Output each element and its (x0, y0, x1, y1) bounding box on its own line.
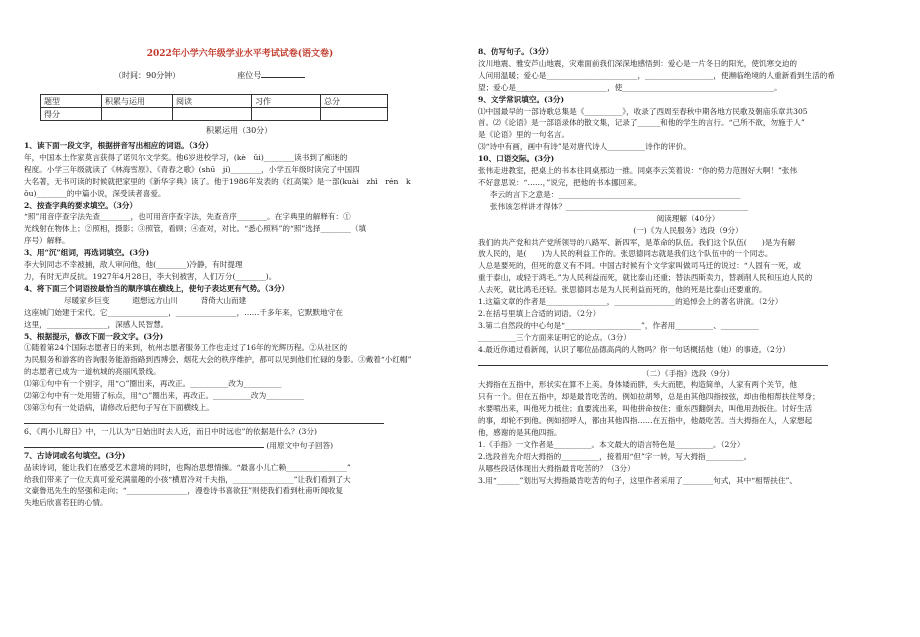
text-line: 望；爱心是________________________，使________________________________________。 (478, 82, 782, 92)
text-line: 首。⑵《论语》是一部语录体的散文集，记录了______和他的学生的言行。“己所不欲，勿施于人” (478, 118, 805, 128)
text-line: 不好意思说：“……，”说完，把他的书本挪回来。 (478, 177, 642, 187)
text-line: ǒu)________的中篇小说，深受读者喜爱。 (24, 188, 166, 198)
text-line: 失地后欣喜若狂的心情。 (24, 498, 108, 508)
text-line: ⑴第①句中有一个别字，用“○”圈出来，再改正。__________改为__________ (24, 379, 282, 389)
text-line: 序号）解释。 (24, 236, 70, 246)
score-header-cell: 习作 (252, 95, 321, 108)
text-line: 2.选段首先介绍大拇指的__________，接着用“但”字一转，写大拇指__________。 (478, 451, 752, 461)
score-cell[interactable] (173, 108, 252, 121)
text-line: 4.最近你通过看新闻，认识了哪位品德高尚的人物吗？你一句话概括他（她）的事迹。（2分） (478, 344, 791, 354)
question-title: 5、根据提示，修改下面一段文字。(3分) (24, 331, 164, 341)
text-line: 给我们带来了一位天真可爱充满童趣的小孩“横眉冷对千夫指，________________”让我们看到了大 (24, 474, 351, 484)
text-line: 1.《手指》一文作者是__________。本文最大的语言特色是__________。（2分） (478, 440, 745, 449)
score-cell[interactable] (102, 108, 173, 121)
text-line: 程度。小学三年级就读了《林海雪原》、《青春之歌》(shū jí)________，小学五年级时读完了中国四 (24, 164, 360, 174)
text-line: 大拇指在五指中，形状实在算不上美。身体矮而胖，头大而肥，构造简单，人家有两个关节，他 (478, 380, 797, 390)
score-cell[interactable] (252, 108, 321, 121)
question-title: 10、口语交际。(3分) (478, 154, 555, 164)
text-line: 品读诗词，能让我们在感受艺术意境的同时，也陶冶思想情操。“最喜小儿亡赖________________” (24, 462, 351, 472)
text-line: 光线射在物体上；②照相，摄影；③照管，看顾；④查对，对比。“悉心照料”的“照”选择________（填 (24, 224, 367, 234)
text-line: 人去死，就比鸿毛还轻。张思德同志是为人民利益而死的，他的死是比泰山还要重的。 (478, 285, 767, 295)
score-header-cell: 总分 (321, 95, 388, 108)
text-line: 张伟走进教室，把桌上的书本往同桌那边一推。同桌李云笑着说：“你的势力范围好大啊！”张伟 (478, 166, 798, 176)
word-list: 尽暖家乡巨变 遐想远方山川 背倚大山而建 (64, 295, 247, 305)
text-line: 2.在括号里填上合适的词语。（2分） (478, 308, 601, 318)
text-line: ⑶“诗中有画，画中有诗”是对唐代诗人__________诗作的评价。 (478, 142, 691, 152)
score-header-cell: 积累与运用 (102, 95, 173, 108)
question-title: 8、仿写句子。（3分） (478, 47, 554, 56)
exam-title: 2022年小学六年级学业水平考试试卷(语文卷) (146, 49, 334, 59)
text-line: 1.这篇文章的作者是________________，________________的追悼会上的著名讲演。（2分） (478, 297, 783, 307)
text-line: ⑵第②句中有一处用错了标点，用“○”圈出来，再改正。__________改为__________ (24, 391, 305, 401)
score-header-cell: 题型 (41, 95, 102, 108)
text-line: ①随着第24个国际志愿者日的来到，杭州志愿者服务工作也走过了16年的光辉历程。②从社区的 (24, 343, 348, 353)
text-line: 放人民的，是( )为人民的利益工作的。张思德同志就是我们这个队伍中的一个同志。 (478, 249, 773, 259)
question-title: 6、《两小儿辩日》中，一儿认为“日始出时去人近，而日中时远也”的依据是什么？(3分) (24, 426, 317, 436)
text-line: ⑶第③句有一处语病，请修改后把句子写在下面横线上。 (24, 402, 214, 412)
text-line: 这里，________________，深感人民智慧。 (24, 319, 169, 329)
score-header-row (41, 95, 388, 108)
text-line: 汶川地震、雅安芦山地震，灾难面前我们深深地感悟到：爱心是一片冬日的阳光，使饥寒交迫的 (478, 58, 797, 68)
score-cell[interactable] (321, 108, 388, 121)
question-title: 1、读下面一段文字，根据拼音写出相应的词语。（3分） (24, 141, 214, 150)
left-column (24, 140, 456, 509)
q6-note: (用原文中句子回答) (266, 440, 334, 450)
text-line: 只有一个。但在五指中，却是最肯吃苦的。例如拉胡琴，总是由其他四指按弦，却由他相帮扶住琴身； (478, 392, 820, 402)
answer-blank-line[interactable] (24, 438, 456, 450)
text-line: 年，中国本土作家莫言获得了诺贝尔文学奖。他6岁进校学习，(kè ǔi)________读书到了痴迷的 (24, 152, 348, 162)
text-line: 的志愿者已成为一道杭城的亮丽风景线。 (24, 367, 161, 377)
answer-blank-line[interactable] (24, 414, 456, 426)
score-table (40, 94, 388, 121)
text-line: 他，感谢的是其他四指。 (478, 428, 562, 438)
text-line: 是《论语》里的一句名言。 (478, 130, 570, 140)
score-row-label: 得分 (41, 108, 102, 121)
text-line: 从哪些段话体现出大拇指最肯吃苦的？（3分） (478, 463, 635, 473)
score-value-row (41, 108, 388, 121)
text-line: ⑴中国最早的一部诗歌总集是《__________》，收录了西周至春秋中期各地方民歌及朝庙乐章共305 (478, 106, 808, 116)
section-heading-reading: 阅读理解（40分） (656, 213, 720, 223)
text-line: 李云的言下之意是：________________________________________________ (490, 189, 741, 199)
time-label: （时间：90分钟） (114, 71, 181, 80)
text-line: 我们的共产党和共产党所领导的八路军、新四军，是革命的队伍。我们这个队伍( )是为有解 (478, 237, 796, 247)
text-line: 这座城门始建于宋代。它________________，________________，……千多年来，它默默地守在 (24, 307, 343, 317)
text-line: 重于泰山，或轻于鸿毛。”为人民利益而死，就比泰山还重；替法西斯卖力，替剥削人民和压迫人民的 (478, 273, 813, 283)
seat-blank[interactable] (261, 68, 305, 78)
question-title: 4、将下面三个词语按最恰当的顺序填在横线上，使句子表达更有气势。（3分） (24, 283, 289, 293)
text-line: 力，有时无声反抗。1927年4月28日，李大钊被害，人们万分(________)。 (24, 271, 277, 281)
passage-title: (一)《为人民服务》选段（9分） (633, 225, 743, 235)
text-line: 3.用“______”划出写大拇指最肯吃苦的句子，这里作者采用了________句式，其中“相帮扶住”、 (478, 475, 797, 485)
text-line: 3.第二自然段的中心句是“____________________”，作者用__________、__________ (478, 320, 759, 330)
text-line: 为民服务和游客的咨询服务能游指路到西博会、烟花大会的秩序维护，都可以见到他们忙碌的身影。③戴着“小红帽” (24, 355, 412, 365)
right-column (478, 46, 898, 487)
text-line: 张伟该怎样讲才得体？________________________________________________ (490, 201, 749, 211)
text-line: __________三个方面来证明它的论点。（3分） (478, 332, 631, 342)
section-heading-accumulation: 积累运用（30分） (206, 126, 273, 135)
score-header-cell: 阅读 (173, 95, 252, 108)
text-line: 水要喷出来，叫他死力抵住；血要流出来，叫他拼命按住；重东西翻倒去，叫他用劲扳住。讨好生活 (478, 404, 813, 414)
text-line: 大名著，无书可读的时候就把家里的《新华字典》读了。他于1986年发表的《红高粱》是一部(kuài zhì rén k (24, 176, 411, 186)
question-title: 2、按查字典的要求填空。（3分） (24, 200, 138, 210)
text-line: 文豪鲁迅先生的坚强和走向；“________________，漫卷诗书喜欲狂”则使我们看到杜甫听闻收复 (24, 486, 344, 496)
answer-blank-line[interactable] (478, 356, 898, 368)
seat-label: 座位号 (237, 71, 262, 80)
text-line: 李大钊同志不幸被捕，敌人审问他，他(________)冷静，有时提理 (24, 260, 243, 270)
text-line: 人总是要死的，但死的意义有不同。中国古时候有个文学家叫做司马迁的说过：“人固有一死，或 (478, 261, 801, 271)
passage-title: （二）《手指》选段（9分） (641, 368, 735, 378)
question-title: 7、古诗词或名句填空。(3分) (24, 450, 126, 460)
question-title: 9、文学常识填空。(3分) (478, 94, 565, 104)
text-line: 的事，却轮不到他。例如招呼人，都由其他四指……在五指中，他最吃苦。当大拇指在人，人家想起 (478, 416, 813, 426)
exam-subheader (114, 68, 305, 81)
text-line: 人问用温暖；爱心是________________________，__________________，使濒临绝境的人重新看到生活的希 (478, 70, 835, 80)
question-title: 3、用“沉”组词，再选词填空。(3分) (24, 248, 150, 258)
text-line: “照”用音序查字法先查________，也可用音序查字法，先查音序________。在字典里的解释有：① (24, 212, 351, 222)
